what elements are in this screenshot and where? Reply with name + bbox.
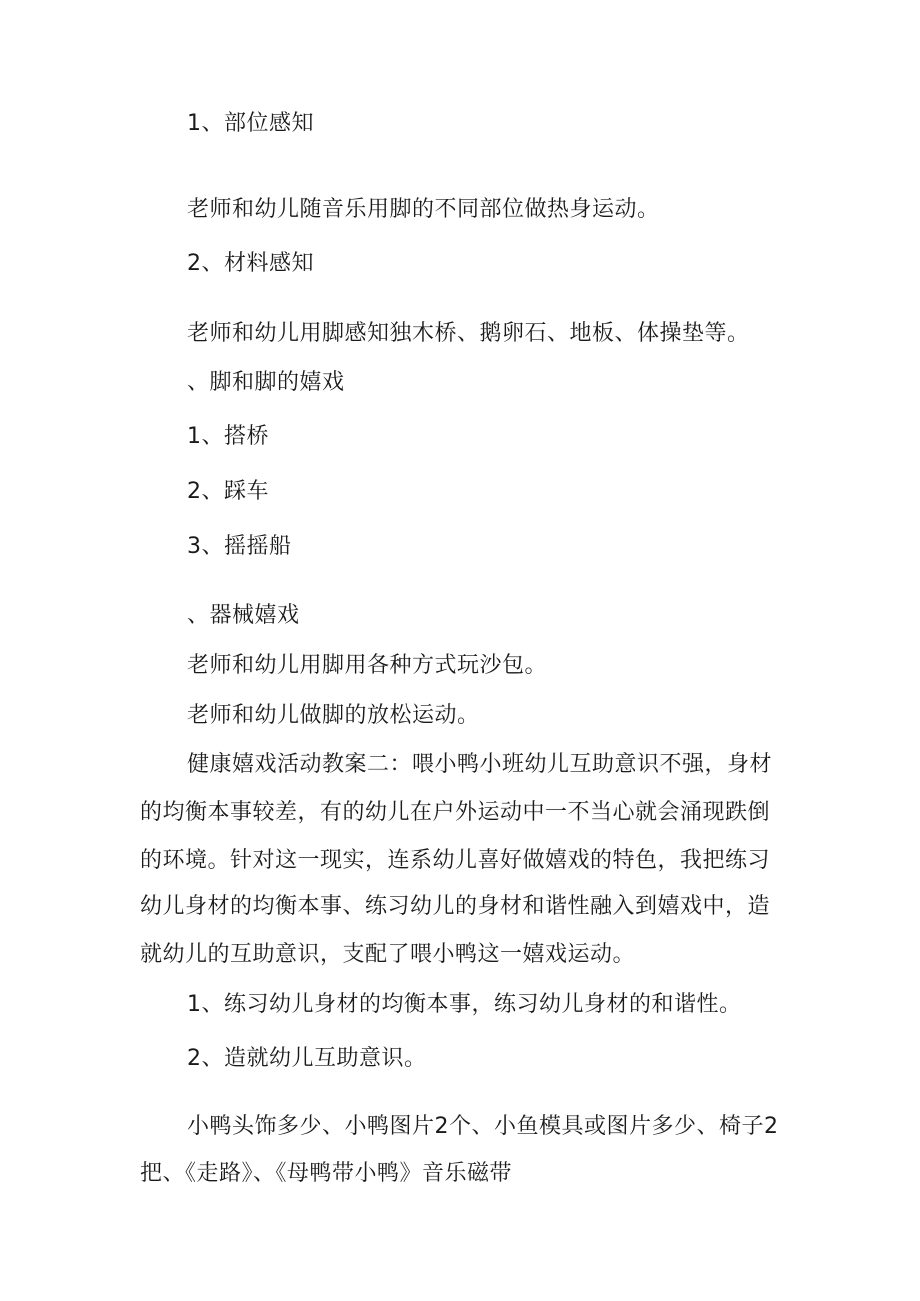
paragraph-plan-two-line-5: 就幼儿的互助意识，支配了喂小鸭这一嬉戏运动。	[140, 942, 636, 967]
materials-line-2: 把、《走路》、《母鸭带小鸭》音乐磁带	[140, 1161, 513, 1186]
heading-equipment-game: 、器械嬉戏	[187, 603, 300, 628]
list-item-bridge: 1、搭桥	[187, 424, 269, 449]
list-item-pedal: 2、踩车	[187, 479, 269, 504]
paragraph-relax: 老师和幼儿做脚的放松运动。	[187, 703, 480, 728]
paragraph-plan-two-line-2: 的均衡本事较差，有的幼儿在户外运动中一不当心就会涌现跌倒	[140, 800, 771, 825]
goal-cooperation: 2、造就幼儿互助意识。	[187, 1046, 427, 1071]
paragraph-warmup: 老师和幼儿随音乐用脚的不同部位做热身运动。	[187, 197, 660, 222]
paragraph-material: 老师和幼儿用脚感知独木桥、鹅卵石、地板、体操垫等。	[187, 321, 750, 346]
paragraph-plan-two-line-3: 的环境。针对这一现实，连系幼儿喜好做嬉戏的特色，我把练习	[140, 848, 771, 873]
materials-line-1: 小鸭头饰多少、小鸭图片2个、小鱼模具或图片多少、椅子2	[187, 1114, 779, 1139]
list-item-boat: 3、摇摇船	[187, 534, 292, 559]
paragraph-plan-two-line-1: 健康嬉戏活动教案二：喂小鸭小班幼儿互助意识不强，身材	[187, 752, 773, 777]
paragraph-sandbag: 老师和幼儿用脚用各种方式玩沙包。	[187, 653, 548, 678]
heading-part-perception: 1、部位感知	[187, 111, 314, 136]
heading-foot-game: 、脚和脚的嬉戏	[187, 370, 345, 395]
heading-material-perception: 2、材料感知	[187, 251, 314, 276]
goal-balance: 1、练习幼儿身材的均衡本事，练习幼儿身材的和谐性。	[187, 992, 742, 1017]
paragraph-plan-two-line-4: 幼儿身材的均衡本事、练习幼儿的身材和谐性融入到嬉戏中，造	[140, 894, 771, 919]
